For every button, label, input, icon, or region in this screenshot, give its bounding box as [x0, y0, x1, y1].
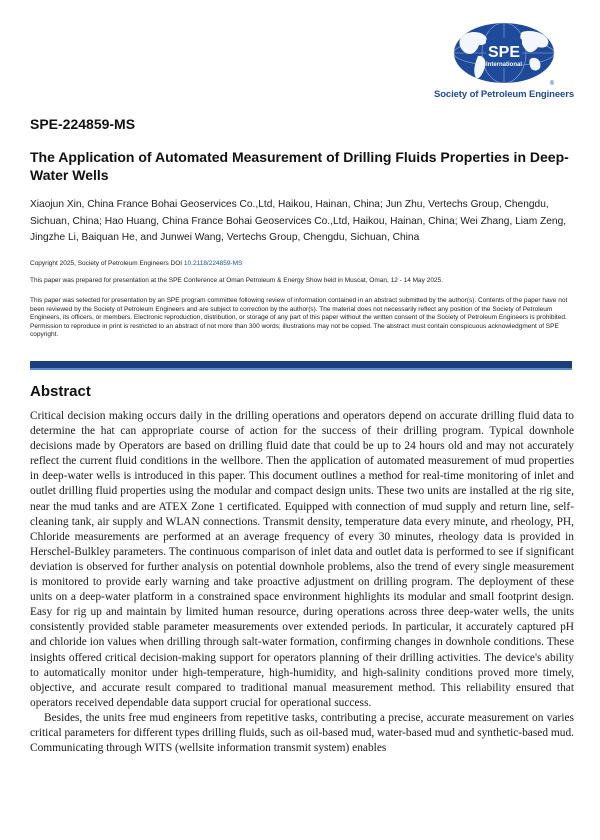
spe-logo: [432, 22, 576, 104]
paper-id: SPE-224859-MS: [30, 116, 136, 132]
spe-globe-text: SPE: [487, 44, 521, 61]
abstract-paragraph: Besides, the units free mud engineers from repetitive tasks, contributing a precise, accurate measurement on varies critical parameters for different types drilling fluids, such as oil-based mud, water-based mud and synthetic-based mud. Communicating through WITS (wellsite information transmit system) enables: [30, 711, 574, 755]
abstract-body: [30, 409, 574, 756]
abstract-heading: Abstract: [30, 383, 91, 400]
author-list: Xiaojun Xin, China France Bohai Geoservices Co.,Ltd, Haikou, Hainan, China; Jun Zhu, Vertechs Group, Chengdu, Sichuan, China; Hao Huang, China France Bohai Geoservices Co.,Ltd, Haikou, Hainan, China; Wei Zhang, Liam Zeng, Jingzhe Li, Baiquan He, and Junwei Wang, Vertechs Group, Chengdu, Sichuan, China: [30, 199, 567, 243]
section-divider-accent: [30, 368, 572, 370]
copyright-text: Copyright 2025, Society of Petroleum Engineers DOI: [30, 260, 184, 267]
abstract-paragraph: Critical decision making occurs daily in the drilling operations and operators depend on accurate drilling fluid data to determine the hat can appropriate course of action for the success of their drilling program. Typical downhole decisions made by Operators are based on drilling fluid date that could be up to 24 hours old and may not accurately reflect the current fluid conditions in the wellbore. Then the application of automated measurement of mud properties in deep-water wells is introduced in this paper. This document outlines a method for real-time monitoring of inlet and outlet drilling fluid properties using the modular and compact design units. These two units are installed at the rig site, near the mud tanks and are ATEX Zone 1 certificated. Equipped with connection of mud supply and return line, self-cleaning tank, air supply and WLAN connections. Transmit density, temperature data every minute, and rheology, PH, Chloride measurements are performed at an average frequency of every 30 minutes, rheology data is provided in Herschel-Bulkley parameters. The continuous comparison of inlet data and outlet data is performed to see if significant deviation is observed for further analysis on potential downhole problems, also the trend of every single measurement is monitored to provide early warning and take proactive adjustment on drilling program. The deployment of these units on a deep-water platform in a constrained space environment highlights its modular and small footprint design. Easy for rig up and maintain by limited human resource, during operations across three deep-water wells, the units consistently provided stable parameter measurements over extended periods. In particular, it accurately captured pH and chloride ion values when drilling through salt-water formation, confirming changes in downhole conditions. These insights offered critical decision-making support for operators planning of their drilling activities. The device's ability to automatically monitor under high-temperature, high-humidity, and high-salinity conditions proved more timely, objective, and accurate result compared to traditional manual measurement method. This reliability ensured that operators received dependable data support crucial for operational success.: [30, 410, 574, 709]
presentation-note: This paper was prepared for presentation at the SPE Conference at Oman Petroleum & Energy Show held in Muscat, Oman, 12 - 14 May 2025.: [30, 277, 443, 284]
doi-link[interactable]: 10.2118/224859-MS: [183, 260, 243, 267]
spe-globe-subtext: International: [485, 62, 523, 68]
spe-org-name: Society of Petroleum Engineers: [433, 89, 575, 100]
registered-mark: ®: [549, 81, 555, 86]
spe-globe-icon: [452, 22, 556, 86]
section-divider: [30, 361, 572, 368]
copyright-notice: This paper was selected for presentation by an SPE program committee following review of information contained in an abstract submitted by the author(s). Contents of the paper have not been reviewed by the Society of Petroleum Engineers and are subject to correction by the author(s). The material does not necessarily reflect any position of the Society of Petroleum Engineers, its officers, or members. Electronic reproduction, distribution, or storage of any part of this paper without the written consent of the Society of Petroleum Engineers is prohibited. Permission to reproduce in print is restricted to an abstract of not more than 300 words; illustrations may not be copied. The abstract must contain conspicuous acknowledgment of SPE copyright.: [30, 297, 568, 338]
copyright-line: [30, 260, 575, 269]
paper-title: The Application of Automated Measurement of Drilling Fluids Properties in Deep-Water Wells: [30, 149, 569, 183]
